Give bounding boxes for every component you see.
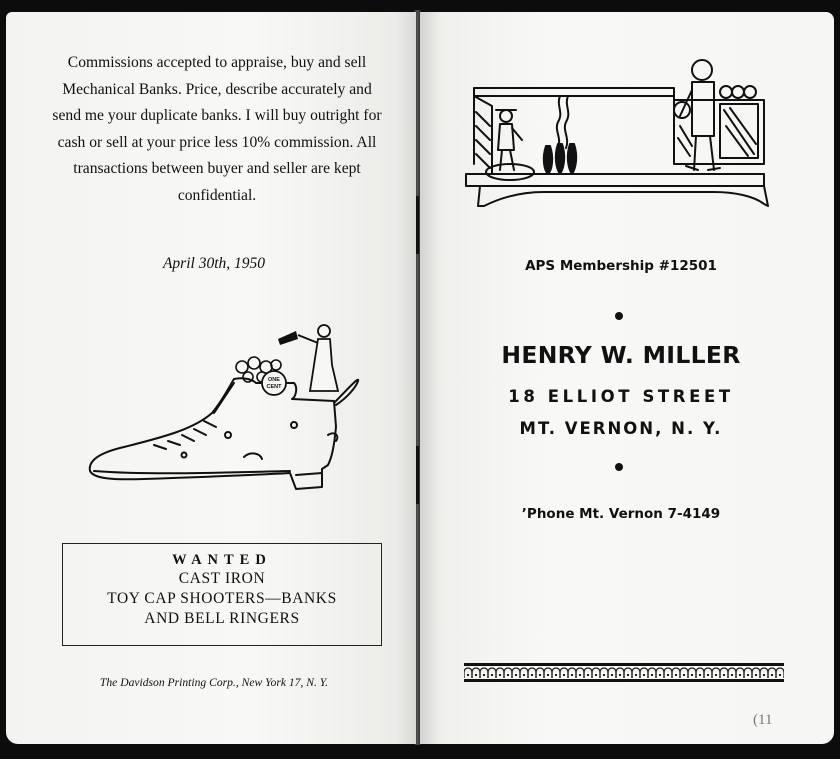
decorative-border-ornament — [464, 663, 784, 683]
city-address: MT. VERNON, N. Y. — [519, 419, 723, 438]
pencil-mark: (11 — [753, 712, 773, 728]
coin-label-top: ONE — [268, 377, 280, 383]
wanted-line: AND BELL RINGERS — [144, 610, 300, 627]
wanted-title: WANTED — [172, 552, 272, 568]
wanted-box — [62, 543, 382, 646]
bullet-divider — [615, 463, 623, 471]
one-cent-coin — [262, 371, 286, 395]
right-page — [420, 12, 834, 744]
printer-credit: The Davidson Printing Corp., New York 17, N. Y. — [99, 676, 329, 689]
wanted-line: TOY CAP SHOOTERS—BANKS — [107, 590, 337, 607]
owner-name: HENRY W. MILLER — [501, 341, 741, 369]
wanted-line: CAST IRON — [178, 570, 266, 587]
coin-label-bottom: CENT — [266, 384, 282, 390]
bullet-divider — [615, 312, 623, 320]
aps-membership: APS Membership #12501 — [525, 258, 717, 274]
shoe-bank-illustration — [84, 317, 364, 495]
bowling-alley-bank-illustration — [464, 46, 772, 210]
street-address: 18 ELLIOT STREET — [508, 387, 734, 406]
date-line: April 30th, 1950 — [162, 255, 266, 272]
commissions-paragraph: Commissions accepted to appraise, buy and sell Mechanical Banks. Price, describe accurately and send me your duplicate banks. I will buy outright for cash or sell at your price less 10% commission. All transactions between buyer and seller are kept confidential. — [52, 54, 382, 204]
left-page — [6, 12, 416, 744]
phone-number: ’Phone Mt. Vernon 7-4149 — [521, 506, 721, 522]
staple — [416, 446, 419, 504]
staple — [416, 196, 419, 254]
